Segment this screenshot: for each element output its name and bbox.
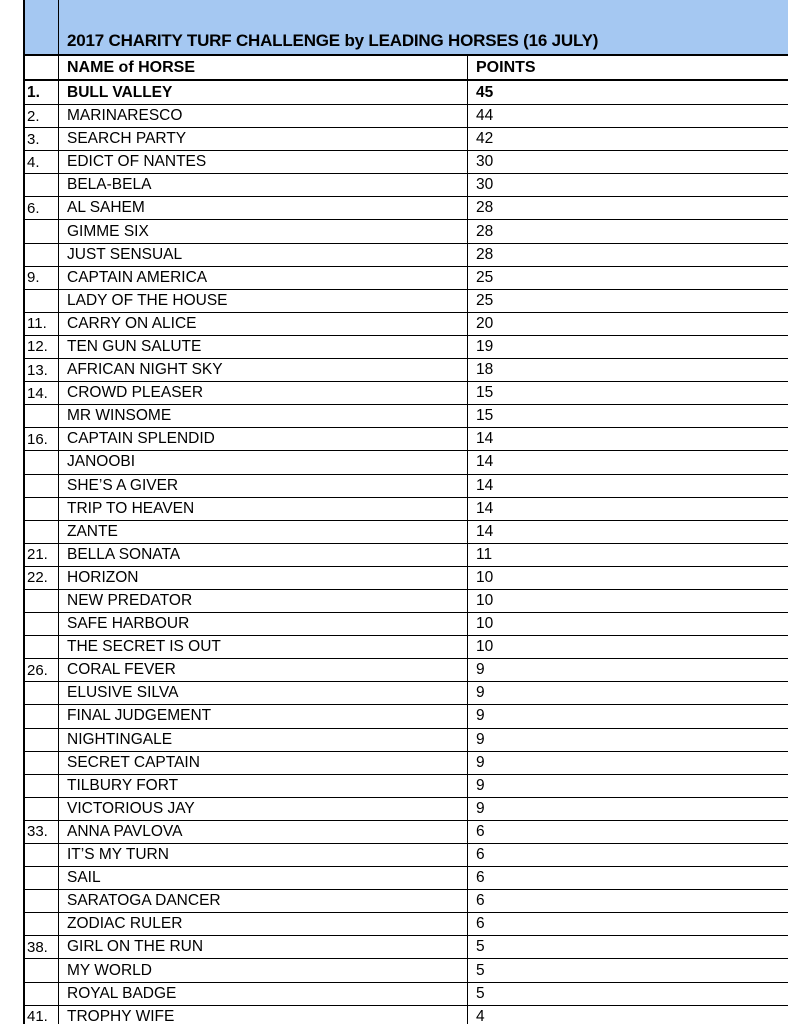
table-row bbox=[25, 81, 788, 105]
points-cell: 9 bbox=[476, 707, 485, 725]
horse-name-cell: BELA-BELA bbox=[59, 174, 468, 196]
table-row bbox=[25, 105, 788, 128]
horse-name-cell: CAPTAIN AMERICA bbox=[59, 267, 468, 289]
horse-name-cell: HORIZON bbox=[59, 567, 468, 589]
table-row bbox=[25, 913, 788, 936]
horse-name-cell: TROPHY WIFE bbox=[59, 1006, 468, 1024]
horse-name-cell: CORAL FEVER bbox=[59, 659, 468, 681]
points-cell: 10 bbox=[476, 568, 494, 586]
table-row bbox=[25, 798, 788, 821]
table-row bbox=[25, 498, 788, 521]
table-row bbox=[25, 128, 788, 151]
table-row bbox=[25, 405, 788, 428]
horse-name-cell: FINAL JUDGEMENT bbox=[59, 705, 468, 727]
rank-cell: 11. bbox=[25, 313, 59, 335]
table-title: 2017 CHARITY TURF CHALLENGE by LEADING HORSES (16 JULY) bbox=[59, 0, 788, 54]
rank-cell bbox=[25, 844, 59, 866]
points-cell: 15 bbox=[476, 384, 494, 402]
rank-cell bbox=[25, 451, 59, 473]
points-cell: 25 bbox=[476, 268, 494, 286]
horse-name-cell: VICTORIOUS JAY bbox=[59, 798, 468, 820]
table-row bbox=[25, 336, 788, 359]
rank-cell: 33. bbox=[25, 821, 59, 843]
rank-cell: 14. bbox=[25, 382, 59, 404]
table-row bbox=[25, 359, 788, 382]
horse-name-cell: ZODIAC RULER bbox=[59, 913, 468, 935]
horse-name-cell: AFRICAN NIGHT SKY bbox=[59, 359, 468, 381]
points-cell: 14 bbox=[476, 476, 494, 494]
rank-cell: 22. bbox=[25, 567, 59, 589]
table-row bbox=[25, 936, 788, 959]
rank-cell: 13. bbox=[25, 359, 59, 381]
horse-name-cell: SEARCH PARTY bbox=[59, 128, 468, 150]
points-cell: 42 bbox=[476, 130, 494, 148]
rank-cell bbox=[25, 890, 59, 912]
rank-cell bbox=[25, 613, 59, 635]
table-row bbox=[25, 174, 788, 197]
horse-name-cell: GIMME SIX bbox=[59, 220, 468, 242]
rank-cell: 41. bbox=[25, 1006, 59, 1024]
horse-name-cell: SAFE HARBOUR bbox=[59, 613, 468, 635]
rank-cell: 4. bbox=[25, 151, 59, 173]
rank-cell bbox=[25, 682, 59, 704]
points-cell: 15 bbox=[476, 407, 494, 425]
horse-name-cell: SECRET CAPTAIN bbox=[59, 752, 468, 774]
table-row bbox=[25, 844, 788, 867]
points-cell: 4 bbox=[476, 1007, 485, 1024]
points-cell: 10 bbox=[476, 592, 494, 610]
rank-cell bbox=[25, 475, 59, 497]
points-cell: 9 bbox=[476, 730, 485, 748]
table-row bbox=[25, 959, 788, 982]
horse-name-cell: ELUSIVE SILVA bbox=[59, 682, 468, 704]
rank-cell: 38. bbox=[25, 936, 59, 958]
rank-cell bbox=[25, 729, 59, 751]
points-cell: 6 bbox=[476, 892, 485, 910]
table-row bbox=[25, 567, 788, 590]
horse-name-cell: SHE’S A GIVER bbox=[59, 475, 468, 497]
table-row bbox=[25, 151, 788, 174]
points-cell: 9 bbox=[476, 684, 485, 702]
rank-cell bbox=[25, 752, 59, 774]
horse-name-cell: CROWD PLEASER bbox=[59, 382, 468, 404]
table-row bbox=[25, 451, 788, 474]
horse-name-cell: TEN GUN SALUTE bbox=[59, 336, 468, 358]
table-row bbox=[25, 705, 788, 728]
points-cell: 9 bbox=[476, 661, 485, 679]
points-cell: 45 bbox=[476, 83, 494, 101]
header-points-cell: POINTS bbox=[476, 58, 536, 76]
table-row bbox=[25, 521, 788, 544]
horse-name-cell: EDICT OF NANTES bbox=[59, 151, 468, 173]
points-cell: 14 bbox=[476, 522, 494, 540]
rank-cell bbox=[25, 983, 59, 1005]
horse-name-cell: AL SAHEM bbox=[59, 197, 468, 219]
table-row bbox=[25, 890, 788, 913]
rank-cell bbox=[25, 290, 59, 312]
rank-cell: 1. bbox=[25, 81, 59, 104]
points-cell: 14 bbox=[476, 453, 494, 471]
table-row bbox=[25, 775, 788, 798]
title-spacer-cell bbox=[25, 0, 59, 54]
table-body bbox=[25, 81, 788, 1024]
header-name-cell: NAME of HORSE bbox=[59, 56, 468, 79]
horse-name-cell: ANNA PAVLOVA bbox=[59, 821, 468, 843]
points-cell: 6 bbox=[476, 846, 485, 864]
horse-name-cell: ZANTE bbox=[59, 521, 468, 543]
rank-cell bbox=[25, 405, 59, 427]
points-cell: 30 bbox=[476, 153, 494, 171]
table-row bbox=[25, 659, 788, 682]
points-cell: 5 bbox=[476, 938, 485, 956]
points-cell: 6 bbox=[476, 869, 485, 887]
points-cell: 19 bbox=[476, 337, 494, 355]
leaderboard-table bbox=[23, 0, 788, 1024]
points-cell: 20 bbox=[476, 314, 494, 332]
rank-cell bbox=[25, 775, 59, 797]
table-row bbox=[25, 244, 788, 267]
horse-name-cell: THE SECRET IS OUT bbox=[59, 636, 468, 658]
table-row bbox=[25, 544, 788, 567]
rank-cell: 12. bbox=[25, 336, 59, 358]
rank-cell bbox=[25, 244, 59, 266]
table-row bbox=[25, 1006, 788, 1024]
horse-name-cell: ROYAL BADGE bbox=[59, 983, 468, 1005]
table-row bbox=[25, 313, 788, 336]
table-row bbox=[25, 682, 788, 705]
table-row bbox=[25, 267, 788, 290]
horse-name-cell: SAIL bbox=[59, 867, 468, 889]
points-cell: 28 bbox=[476, 199, 494, 217]
horse-name-cell: SARATOGA DANCER bbox=[59, 890, 468, 912]
table-row bbox=[25, 382, 788, 405]
horse-name-cell: BELLA SONATA bbox=[59, 544, 468, 566]
points-cell: 9 bbox=[476, 753, 485, 771]
table-row bbox=[25, 613, 788, 636]
table-row bbox=[25, 752, 788, 775]
table-row bbox=[25, 428, 788, 451]
rank-cell bbox=[25, 498, 59, 520]
horse-name-cell: CARRY ON ALICE bbox=[59, 313, 468, 335]
points-cell: 9 bbox=[476, 776, 485, 794]
horse-name-cell: IT’S MY TURN bbox=[59, 844, 468, 866]
rank-cell: 16. bbox=[25, 428, 59, 450]
rank-cell bbox=[25, 220, 59, 242]
table-row bbox=[25, 290, 788, 313]
horse-name-cell: MARINARESCO bbox=[59, 105, 468, 127]
rank-cell bbox=[25, 705, 59, 727]
points-cell: 10 bbox=[476, 615, 494, 633]
horse-name-cell: CAPTAIN SPLENDID bbox=[59, 428, 468, 450]
horse-name-cell: GIRL ON THE RUN bbox=[59, 936, 468, 958]
horse-name-cell: BULL VALLEY bbox=[59, 81, 468, 104]
points-cell: 5 bbox=[476, 961, 485, 979]
points-cell: 28 bbox=[476, 222, 494, 240]
rank-cell: 3. bbox=[25, 128, 59, 150]
horse-name-cell: TILBURY FORT bbox=[59, 775, 468, 797]
points-cell: 25 bbox=[476, 291, 494, 309]
rank-cell bbox=[25, 798, 59, 820]
rank-cell bbox=[25, 174, 59, 196]
rank-cell: 6. bbox=[25, 197, 59, 219]
rank-cell bbox=[25, 636, 59, 658]
table-row bbox=[25, 729, 788, 752]
points-cell: 18 bbox=[476, 361, 494, 379]
table-row bbox=[25, 821, 788, 844]
rank-cell bbox=[25, 867, 59, 889]
table-row bbox=[25, 867, 788, 890]
rank-cell: 9. bbox=[25, 267, 59, 289]
table-row bbox=[25, 197, 788, 220]
horse-name-cell: MY WORLD bbox=[59, 959, 468, 981]
rank-cell bbox=[25, 959, 59, 981]
points-cell: 28 bbox=[476, 245, 494, 263]
points-cell: 14 bbox=[476, 430, 494, 448]
rank-cell bbox=[25, 913, 59, 935]
horse-name-cell: JUST SENSUAL bbox=[59, 244, 468, 266]
points-cell: 6 bbox=[476, 822, 485, 840]
table-row bbox=[25, 590, 788, 613]
horse-name-cell: NIGHTINGALE bbox=[59, 729, 468, 751]
points-cell: 44 bbox=[476, 107, 494, 125]
table-title-band bbox=[25, 0, 788, 56]
table-row bbox=[25, 983, 788, 1006]
points-cell: 30 bbox=[476, 176, 494, 194]
points-cell: 14 bbox=[476, 499, 494, 517]
points-cell: 10 bbox=[476, 638, 494, 656]
rank-cell: 2. bbox=[25, 105, 59, 127]
horse-name-cell: MR WINSOME bbox=[59, 405, 468, 427]
table-row bbox=[25, 475, 788, 498]
rank-cell bbox=[25, 521, 59, 543]
rank-cell: 26. bbox=[25, 659, 59, 681]
horse-name-cell: JANOOBI bbox=[59, 451, 468, 473]
rank-cell bbox=[25, 590, 59, 612]
points-cell: 11 bbox=[476, 545, 493, 563]
table-row bbox=[25, 636, 788, 659]
header-rank-cell bbox=[25, 56, 59, 79]
points-cell: 6 bbox=[476, 915, 485, 933]
horse-name-cell: TRIP TO HEAVEN bbox=[59, 498, 468, 520]
horse-name-cell: LADY OF THE HOUSE bbox=[59, 290, 468, 312]
points-cell: 5 bbox=[476, 984, 485, 1002]
table-header-row bbox=[25, 56, 788, 81]
rank-cell: 21. bbox=[25, 544, 59, 566]
points-cell: 9 bbox=[476, 799, 485, 817]
table-row bbox=[25, 220, 788, 243]
horse-name-cell: NEW PREDATOR bbox=[59, 590, 468, 612]
